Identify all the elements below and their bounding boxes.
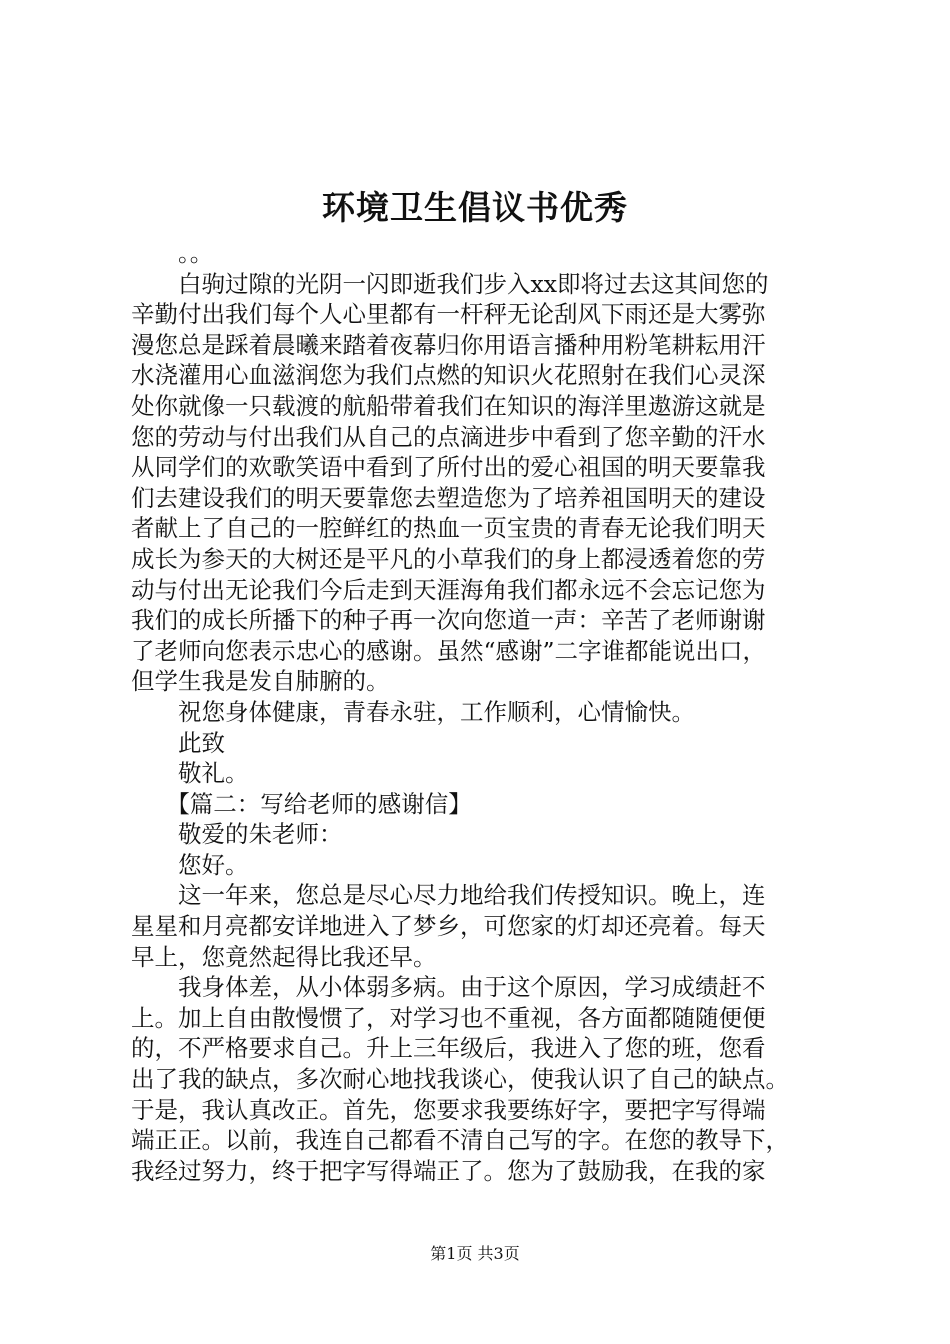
paragraph-2 — [131, 880, 831, 972]
paragraph-1 — [131, 269, 831, 697]
paragraph-3-line: 上。加上自由散慢惯了，对学习也不重视，各方面都随随便便 — [131, 1003, 766, 1032]
wish-line: 祝您身体健康，青春永驻，工作顺利，心情愉快。 — [178, 697, 695, 726]
paragraph-1-line: 您的劳动与付出我们从自己的点滴进步中看到了您辛勤的汗水 — [131, 422, 766, 451]
page-footer: 第1页 共3页 — [430, 1244, 520, 1263]
document-title: 环境卫生倡议书优秀 — [322, 188, 628, 227]
paragraph-3-line: 于是，我认真改正。首先，您要求我要练好字，要把字写得端 — [131, 1095, 766, 1124]
paragraph-3-line: 出了我的缺点，多次耐心地找我谈心，使我认识了自己的缺点。 — [131, 1065, 789, 1094]
paragraph-2-line: 这一年来，您总是尽心尽力地给我们传授知识。晚上，连 — [178, 881, 766, 910]
paragraph-3-line: 端正正。以前，我连自己都看不清自己写的字。在您的教导下， — [131, 1126, 789, 1155]
paragraph-3 — [131, 972, 831, 1186]
paragraph-2-line: 早上，您竟然起得比我还早。 — [131, 942, 437, 971]
leading-marks: 。。 — [178, 239, 214, 267]
section-heading: 【篇二：写给老师的感谢信】 — [166, 789, 472, 818]
paragraph-3-line: 我经过努力，终于把字写得端正了。您为了鼓励我，在我的家 — [131, 1156, 766, 1185]
paragraph-3-line: 的，不严格要求自己。升上三年级后，我进入了您的班，您看 — [131, 1034, 766, 1063]
paragraph-1-line: 了老师向您表示忠心的感谢。虽然“感谢”二字谁都能说出口， — [131, 636, 767, 665]
paragraph-1-line: 者献上了自己的一腔鲜红的热血一页宝贵的青春无论我们明天 — [131, 514, 766, 543]
salutation: 敬爱的朱老师： — [178, 820, 343, 849]
paragraph-3-line: 我身体差，从小体弱多病。由于这个原因，学习成绩赶不 — [178, 973, 766, 1002]
paragraph-1-line: 但学生我是发自肺腑的。 — [131, 667, 390, 696]
paragraph-1-line: 辛勤付出我们每个人心里都有一杆秤无论刮风下雨还是大雾弥 — [131, 300, 766, 329]
paragraph-1-line: 们去建设我们的明天要靠您去塑造您为了培养祖国明天的建设 — [131, 483, 766, 512]
paragraph-1-line: 动与付出无论我们今后走到天涯海角我们都永远不会忘记您为 — [131, 575, 766, 604]
greeting: 您好。 — [178, 850, 249, 879]
paragraph-2-line: 星星和月亮都安详地进入了梦乡，可您家的灯却还亮着。每天 — [131, 912, 766, 941]
paragraph-1-line: 成长为参天的大树还是平凡的小草我们的身上都浸透着您的劳 — [131, 544, 766, 573]
paragraph-1-line: 处你就像一只载渡的航船带着我们在知识的海洋里遨游这就是 — [131, 391, 766, 420]
closing-line-2: 敬礼。 — [178, 759, 249, 788]
document-body — [131, 238, 831, 1186]
paragraph-1-line: 白驹过隙的光阴一闪即逝我们步入xx即将过去这其间您的 — [178, 269, 769, 298]
paragraph-1-line: 从同学们的欢歌笑语中看到了所付出的爱心祖国的明天要靠我 — [131, 453, 766, 482]
paragraph-1-line: 水浇灌用心血滋润您为我们点燃的知识火花照射在我们心灵深 — [131, 361, 766, 390]
paragraph-1-line: 漫您总是踩着晨曦来踏着夜幕归你用语言播种用粉笔耕耘用汗 — [131, 330, 766, 359]
paragraph-1-line: 我们的成长所播下的种子再一次向您道一声：辛苦了老师谢谢 — [131, 606, 766, 635]
closing-line-1: 此致 — [178, 728, 225, 757]
